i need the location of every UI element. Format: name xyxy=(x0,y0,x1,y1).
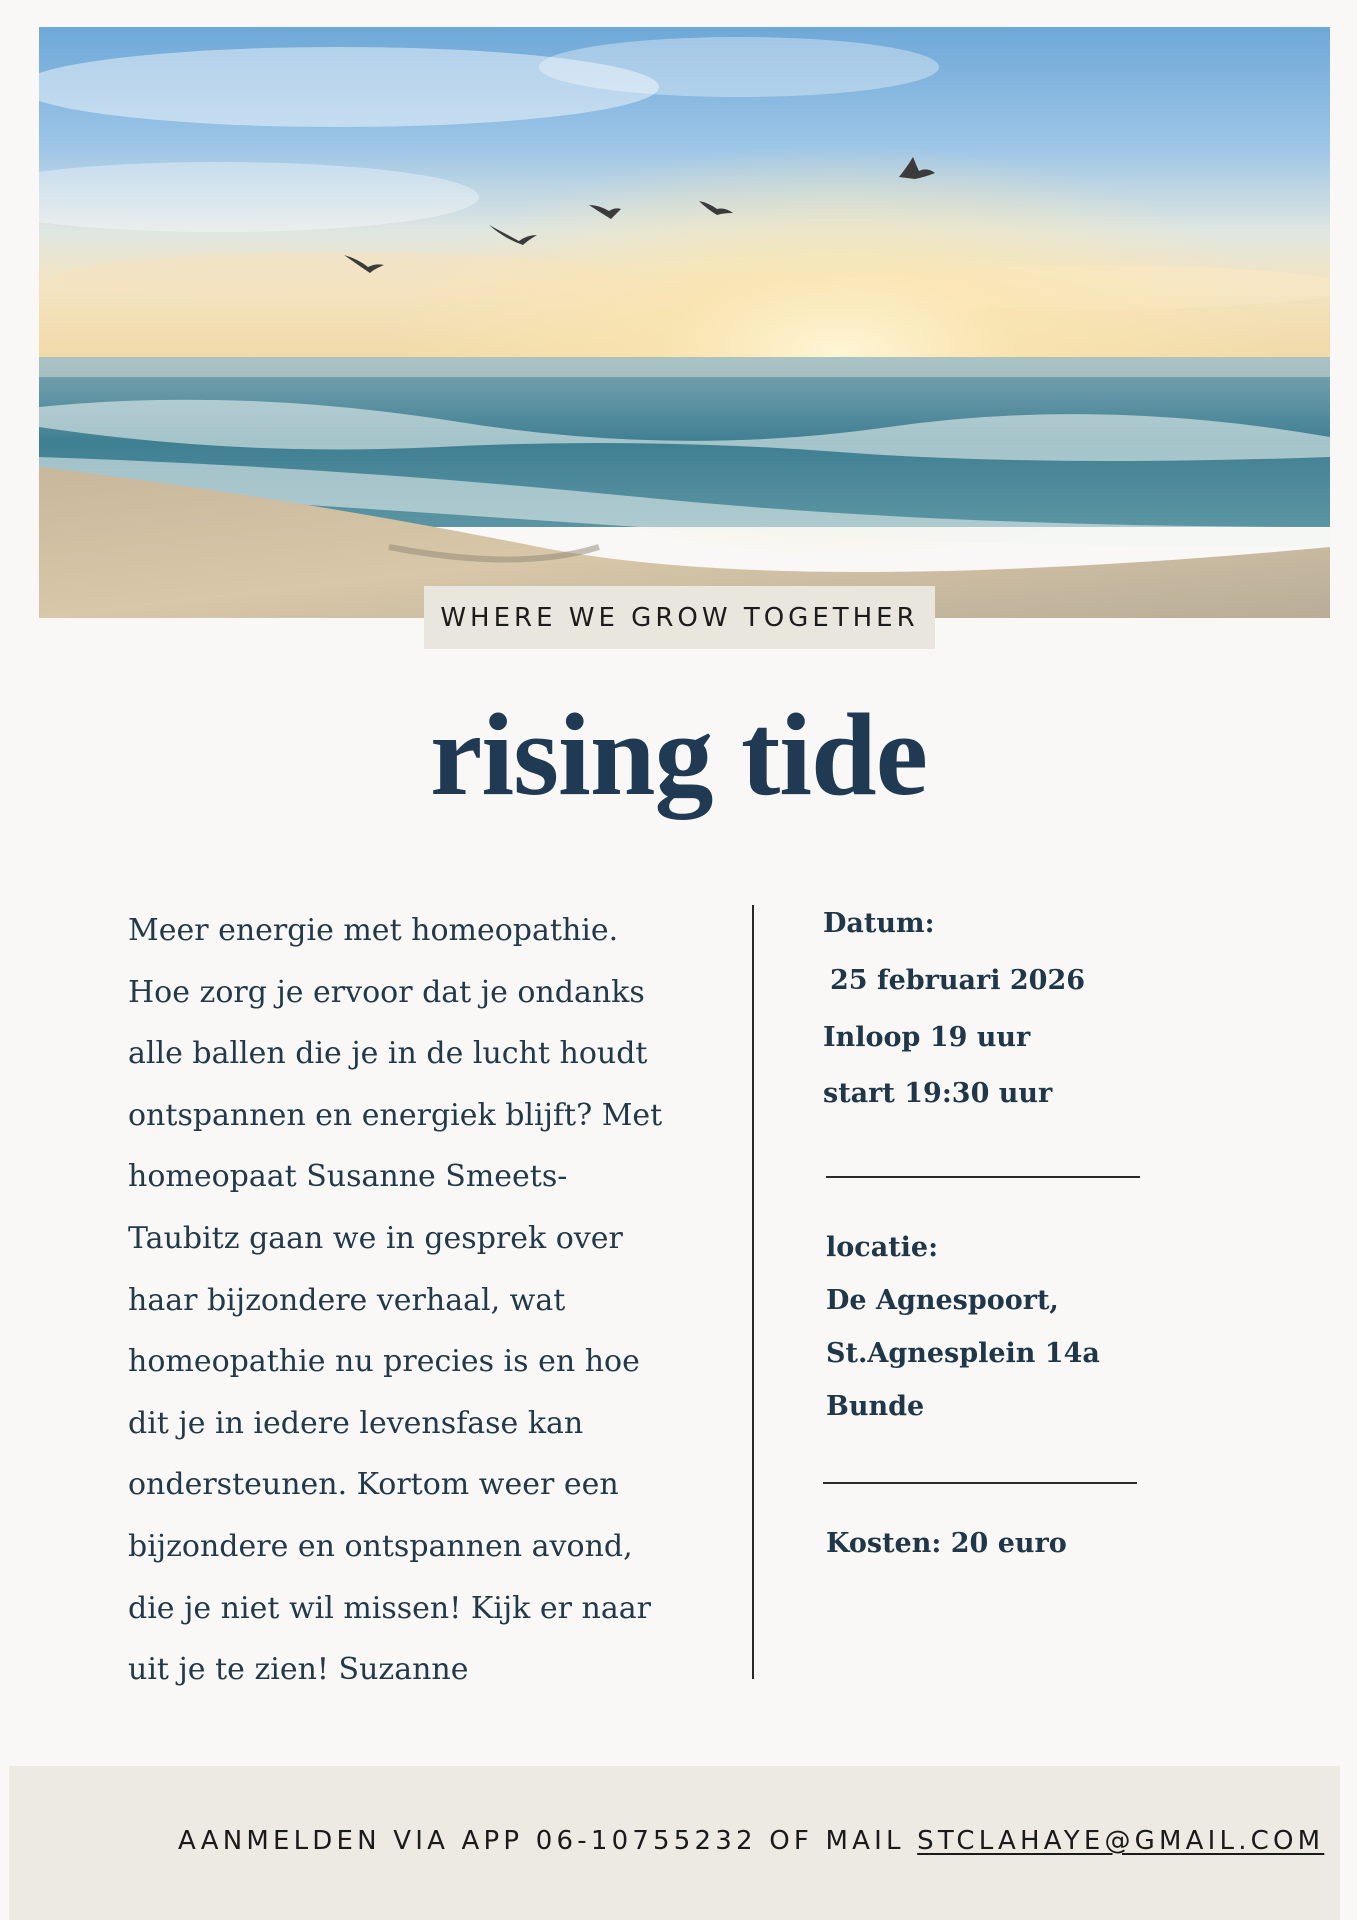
description-line: dit je in iedere levensfase kan xyxy=(128,1405,584,1441)
email-link[interactable]: STCLAHAYE@GMAIL.COM xyxy=(917,1826,1325,1856)
signup-text: AANMELDEN VIA APP 06-10755232 OF MAIL xyxy=(178,1826,918,1856)
location-city: Bunde xyxy=(826,1391,925,1422)
location-address: St.Agnesplein 14a xyxy=(826,1338,1100,1369)
start-time: start 19:30 uur xyxy=(823,1078,1053,1109)
description-line: Taubitz gaan we in gesprek over xyxy=(128,1220,623,1256)
description-line: homeopathie nu precies is en hoe xyxy=(128,1344,640,1380)
description-line: die je niet wil missen! Kijk er naar xyxy=(128,1590,651,1626)
signup-info xyxy=(178,1826,1324,1856)
description-line: homeopaat Susanne Smeets- xyxy=(128,1159,568,1195)
info-separator xyxy=(826,1176,1140,1178)
description-line: alle ballen die je in de lucht houdt xyxy=(128,1036,648,1072)
cost-info: Kosten: 20 euro xyxy=(826,1528,1067,1559)
tagline-banner xyxy=(424,586,935,649)
description-line: Hoe zorg je ervoor dat je ondanks xyxy=(128,974,645,1010)
description-line: ontspannen en energiek blijft? Met xyxy=(128,1097,663,1133)
location-name: De Agnespoort, xyxy=(826,1285,1059,1316)
walk-in-time: Inloop 19 uur xyxy=(823,1022,1031,1053)
column-divider xyxy=(752,905,754,1679)
event-title: rising tide xyxy=(429,689,928,820)
description-line: Meer energie met homeopathie. xyxy=(128,913,619,948)
info-separator xyxy=(823,1482,1137,1484)
tagline: WHERE WE GROW TOGETHER xyxy=(440,602,919,633)
description-line: ondersteunen. Kortom weer een xyxy=(128,1467,619,1503)
description-line: haar bijzondere verhaal, wat xyxy=(128,1282,566,1318)
location-label: locatie: xyxy=(826,1232,939,1263)
hero-image xyxy=(39,27,1330,618)
description-line: uit je te zien! Suzanne xyxy=(128,1652,469,1688)
event-description xyxy=(128,900,688,1701)
date-value: 25 februari 2026 xyxy=(830,965,1086,996)
date-label: Datum: xyxy=(823,908,935,939)
description-line: bijzondere en ontspannen avond, xyxy=(128,1528,633,1564)
